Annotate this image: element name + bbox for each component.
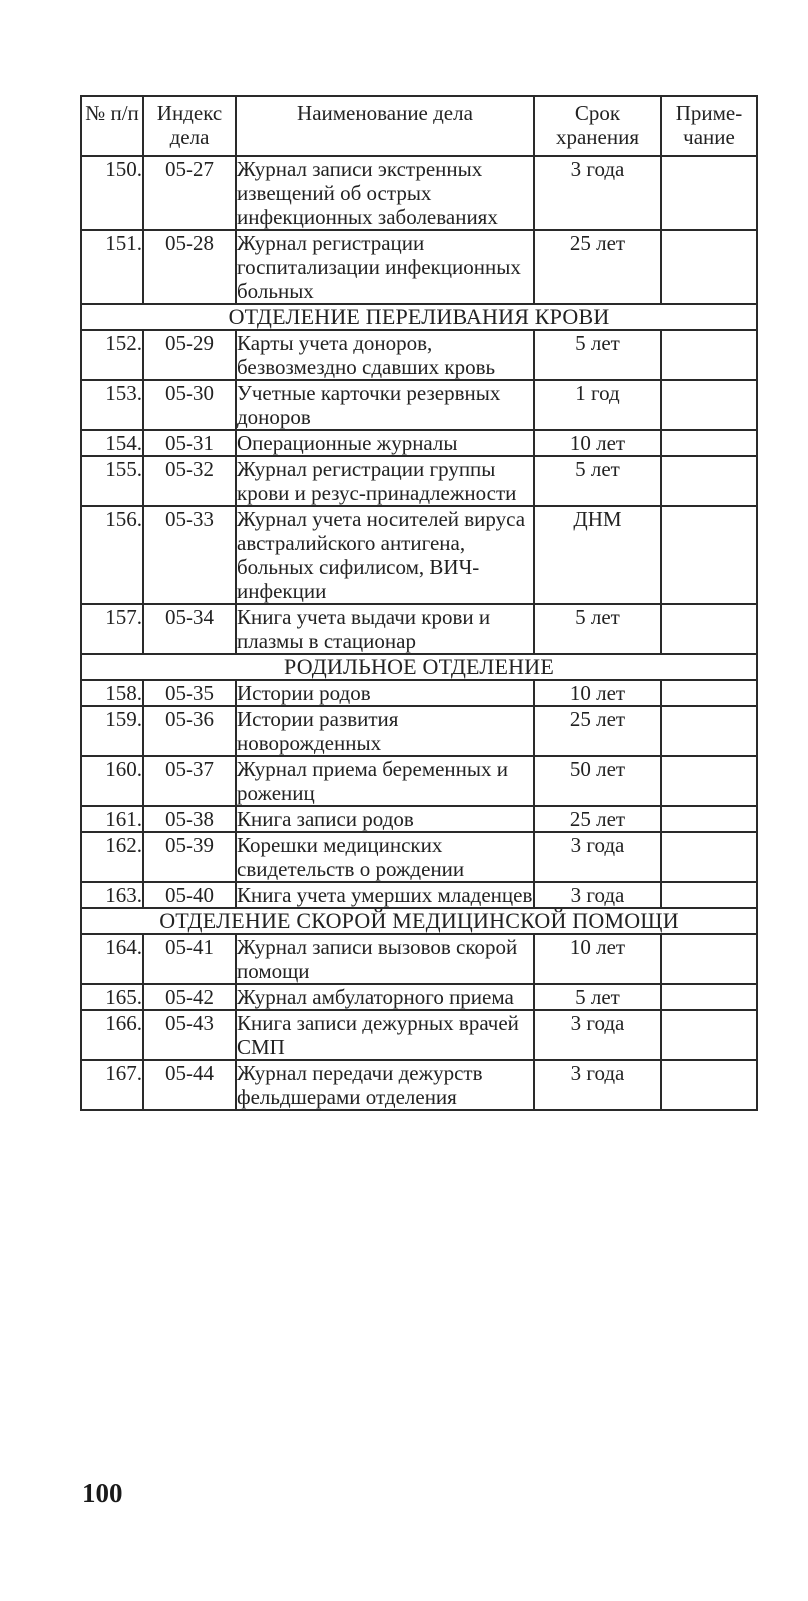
table-header-row	[81, 96, 757, 156]
row-number: 160.	[81, 756, 143, 806]
section-row	[81, 304, 757, 330]
table-row	[81, 380, 757, 430]
table-row	[81, 756, 757, 806]
row-index: 05-38	[143, 806, 236, 832]
row-name: Журнал учета носителей вируса австралийского антигена, больных сифилисом, ВИЧ-инфекции	[236, 506, 534, 604]
row-number: 165.	[81, 984, 143, 1010]
page-number: 100	[82, 1478, 123, 1508]
row-name: Книга учета выдачи крови и плазмы в стационар	[236, 604, 534, 654]
table-row	[81, 934, 757, 984]
row-name: Книга учета умерших младенцев	[237, 883, 533, 907]
row-name: Карты учета доноров, безвозмездно сдавших кровь	[236, 330, 534, 380]
row-index: 05-34	[143, 604, 236, 654]
header-note: Приме-чание	[661, 96, 757, 156]
row-term: 3 года	[534, 156, 661, 230]
row-index: 05-41	[143, 934, 236, 984]
table-row	[81, 230, 757, 304]
row-name: Журнал приема беременных и рожениц	[236, 756, 534, 806]
row-name: Журнал регистрации группы крови и резус-принадлежности	[236, 456, 534, 506]
row-number: 158.	[81, 680, 143, 706]
records-table	[80, 95, 758, 1111]
row-index: 05-39	[143, 832, 236, 882]
section-row	[81, 654, 757, 680]
row-term: 3 года	[534, 1010, 661, 1060]
table-row	[81, 604, 757, 654]
row-name: Журнал амбулаторного приема	[236, 984, 534, 1010]
row-term: 5 лет	[534, 456, 661, 506]
row-name: Учетные карточки резервных доноров	[236, 380, 534, 430]
table-body	[81, 156, 757, 1110]
table-row	[81, 680, 757, 706]
row-number: 155.	[81, 456, 143, 506]
table-row	[81, 806, 757, 832]
table-row	[81, 832, 757, 882]
table-row	[81, 984, 757, 1010]
row-index: 05-27	[143, 156, 236, 230]
row-term: 25 лет	[534, 230, 661, 304]
section-title: ОТДЕЛЕНИЕ СКОРОЙ МЕДИЦИНСКОЙ ПОМОЩИ	[81, 908, 757, 934]
row-term: 3 года	[534, 882, 661, 908]
row-note	[661, 156, 757, 230]
table-row	[81, 430, 757, 456]
row-name: Операционные журналы	[236, 430, 534, 456]
row-term: 25 лет	[534, 806, 661, 832]
row-name: Истории родов	[236, 680, 534, 706]
row-note	[661, 882, 757, 908]
row-name: Книга записи родов	[236, 806, 534, 832]
row-number: 162.	[81, 832, 143, 882]
row-name: Журнал записи вызовов скорой помощи	[236, 934, 534, 984]
header-num: № п/п	[81, 96, 143, 156]
row-number: 152.	[81, 330, 143, 380]
row-note	[661, 934, 757, 984]
row-number: 150.	[81, 156, 143, 230]
row-index: 05-43	[143, 1010, 236, 1060]
table-row	[81, 1060, 757, 1110]
row-index: 05-32	[143, 456, 236, 506]
row-note	[661, 806, 757, 832]
row-term: 10 лет	[534, 934, 661, 984]
row-index: 05-28	[143, 230, 236, 304]
row-name: Истории развития новорожденных	[236, 706, 534, 756]
table-row	[81, 882, 757, 908]
row-note	[661, 680, 757, 706]
table-row	[81, 456, 757, 506]
row-note	[661, 1060, 757, 1110]
row-note	[661, 430, 757, 456]
table-row	[81, 706, 757, 756]
row-number: 166.	[81, 1010, 143, 1060]
header-term: Срок хранения	[534, 96, 661, 156]
row-index: 05-33	[143, 506, 236, 604]
row-term: 3 года	[534, 832, 661, 882]
row-term: 25 лет	[534, 706, 661, 756]
row-index: 05-30	[143, 380, 236, 430]
table-row	[81, 156, 757, 230]
row-note	[661, 706, 757, 756]
row-note	[661, 756, 757, 806]
row-number: 153.	[81, 380, 143, 430]
row-term: 5 лет	[534, 604, 661, 654]
table-row	[81, 1010, 757, 1060]
row-note	[661, 506, 757, 604]
row-note	[661, 832, 757, 882]
row-index: 05-36	[143, 706, 236, 756]
row-index: 05-29	[143, 330, 236, 380]
row-term: 10 лет	[534, 430, 661, 456]
row-name: Журнал передачи дежурств фельдшерами отделения	[236, 1060, 534, 1110]
row-number: 167.	[81, 1060, 143, 1110]
row-name: Корешки медицинских свидетельств о рождении	[236, 832, 534, 882]
row-note	[661, 456, 757, 506]
section-row	[81, 908, 757, 934]
table-row	[81, 506, 757, 604]
section-title: РОДИЛЬНОЕ ОТДЕЛЕНИЕ	[81, 654, 757, 680]
row-term: 50 лет	[534, 756, 661, 806]
section-title: ОТДЕЛЕНИЕ ПЕРЕЛИВАНИЯ КРОВИ	[81, 304, 757, 330]
row-index: 05-35	[143, 680, 236, 706]
row-term: 10 лет	[534, 680, 661, 706]
row-number: 157.	[81, 604, 143, 654]
row-number: 156.	[81, 506, 143, 604]
row-number: 161.	[81, 806, 143, 832]
row-term: ДНМ	[534, 506, 661, 604]
row-index: 05-31	[143, 430, 236, 456]
row-index: 05-40	[143, 882, 236, 908]
row-note	[661, 230, 757, 304]
row-note	[661, 330, 757, 380]
header-name: Наименование дела	[236, 96, 534, 156]
row-note	[661, 984, 757, 1010]
row-term: 3 года	[534, 1060, 661, 1110]
row-number: 163.	[81, 882, 143, 908]
row-note	[661, 380, 757, 430]
row-name: Журнал записи экстренных извещений об острых инфекционных заболеваниях	[236, 156, 534, 230]
row-term: 1 год	[534, 380, 661, 430]
row-note	[661, 604, 757, 654]
row-name: Книга записи дежурных врачей СМП	[236, 1010, 534, 1060]
row-number: 151.	[81, 230, 143, 304]
row-index: 05-37	[143, 756, 236, 806]
row-note	[661, 1010, 757, 1060]
row-term: 5 лет	[534, 984, 661, 1010]
table-row	[81, 330, 757, 380]
row-name: Журнал регистрации госпитализации инфекционных больных	[236, 230, 534, 304]
row-number: 159.	[81, 706, 143, 756]
row-index: 05-44	[143, 1060, 236, 1110]
row-index: 05-42	[143, 984, 236, 1010]
header-index: Индекс дела	[143, 96, 236, 156]
row-number: 154.	[81, 430, 143, 456]
row-term: 5 лет	[534, 330, 661, 380]
row-number: 164.	[81, 934, 143, 984]
